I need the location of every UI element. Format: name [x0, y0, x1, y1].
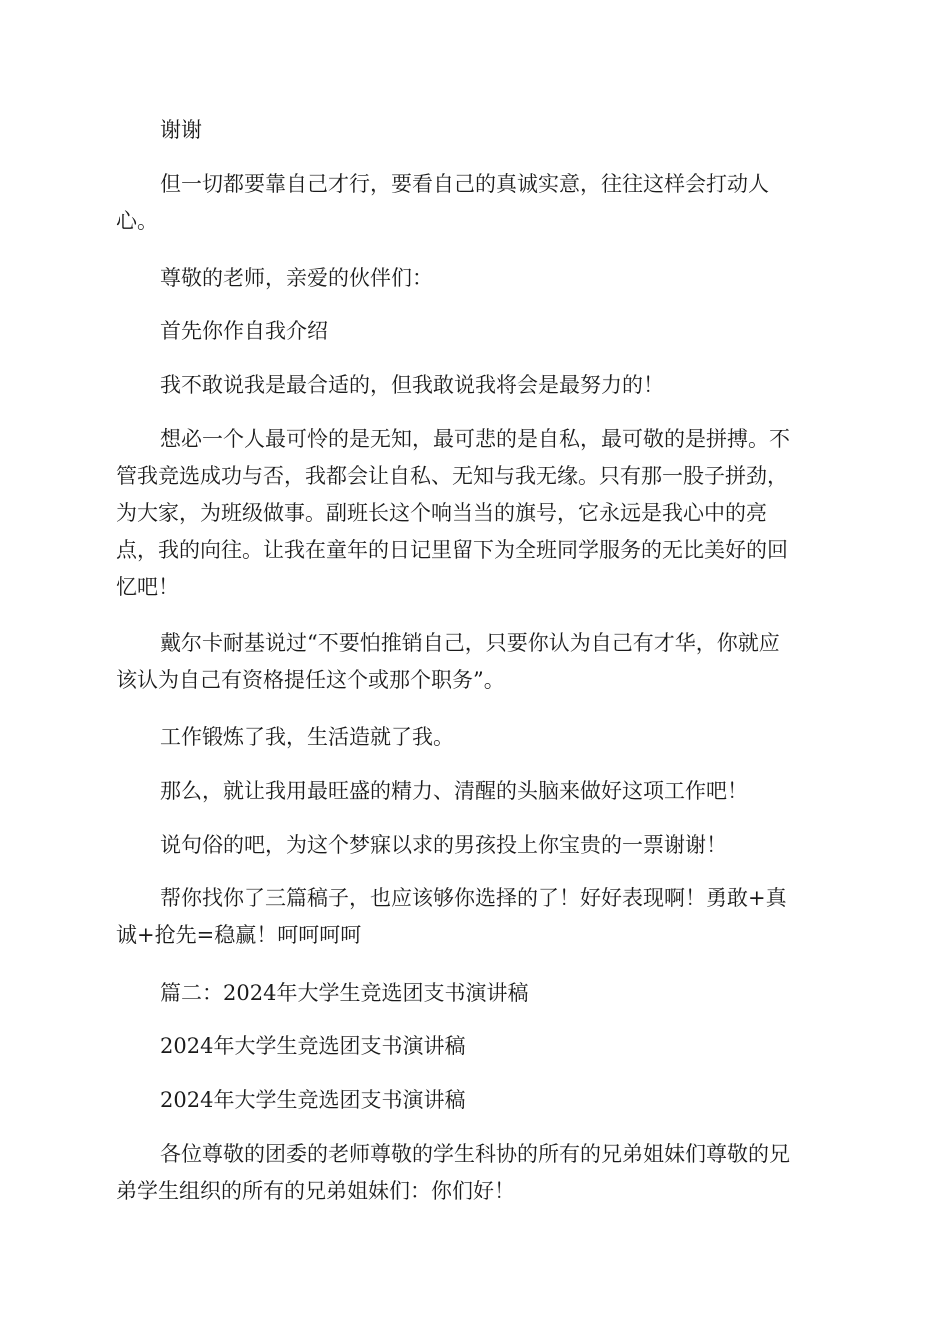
paragraph-2	[116, 166, 836, 240]
paragraph-9	[116, 773, 836, 810]
paragraph-line: 诚+抢先=稳赢！呵呵呵呵	[116, 923, 362, 947]
paragraph-line: 戴尔卡耐基说过“不要怕推销自己，只要你认为自己有才华，你就应	[160, 631, 780, 655]
paragraph-line: 想必一个人最可怜的是无知，最可悲的是自私，最可敬的是拼搏。不	[160, 427, 790, 451]
paragraph-line: 但一切都要靠自己才行，要看自己的真诚实意，往往这样会打动人	[160, 172, 769, 196]
paragraph-line: 说句俗的吧，为这个梦寐以求的男孩投上你宝贵的一票谢谢！	[160, 833, 727, 857]
paragraph-line: 那么，就让我用最旺盛的精力、清醒的头脑来做好这项工作吧！	[160, 779, 748, 803]
paragraph-11	[116, 880, 836, 954]
paragraph-title-1	[116, 1028, 836, 1065]
paragraph-line: 帮你找你了三篇稿子，也应该够你选择的了！好好表现啊！勇敢+真	[160, 886, 787, 910]
paragraph-line: 工作锻炼了我，生活造就了我。	[160, 725, 454, 749]
paragraph-line: 2024年大学生竞选团支书演讲稿	[160, 1034, 466, 1058]
paragraph-6	[116, 421, 836, 606]
paragraph-line: 首先你作自我介绍	[160, 319, 328, 343]
paragraph-line: 各位尊敬的团委的老师尊敬的学生科协的所有的兄弟姐妹们尊敬的兄	[160, 1142, 790, 1166]
paragraph-4	[116, 313, 836, 350]
paragraph-line: 心。	[116, 209, 158, 233]
paragraph-line: 管我竞选成功与否，我都会让自私、无知与我无缘。只有那一股子拼劲，	[116, 464, 788, 488]
paragraph-line: 点，我的向往。让我在童年的日记里留下为全班同学服务的无比美好的回	[116, 538, 788, 562]
paragraph-1	[116, 112, 836, 149]
paragraph-line: 弟学生组织的所有的兄弟姐妹们：你们好！	[116, 1179, 515, 1203]
paragraph-3	[116, 260, 836, 297]
paragraph-title-2	[116, 1082, 836, 1119]
paragraph-line: 篇二：2024年大学生竞选团支书演讲稿	[160, 981, 529, 1005]
paragraph-line: 我不敢说我是最合适的，但我敢说我将会是最努力的！	[160, 373, 664, 397]
paragraph-line: 为大家，为班级做事。副班长这个响当当的旗号，它永远是我心中的亮	[116, 501, 767, 525]
section-heading	[116, 975, 836, 1012]
paragraph-line: 谢谢	[160, 118, 202, 142]
paragraph-7	[116, 625, 836, 699]
paragraph-line: 2024年大学生竞选团支书演讲稿	[160, 1088, 466, 1112]
paragraph-line: 尊敬的老师，亲爱的伙伴们：	[160, 266, 433, 290]
paragraph-line: 忆吧！	[116, 575, 179, 599]
paragraph-12	[116, 1136, 836, 1210]
paragraph-8	[116, 719, 836, 756]
paragraph-10	[116, 827, 836, 864]
paragraph-line: 该认为自己有资格提任这个或那个职务”。	[116, 668, 505, 692]
paragraph-5	[116, 367, 836, 404]
